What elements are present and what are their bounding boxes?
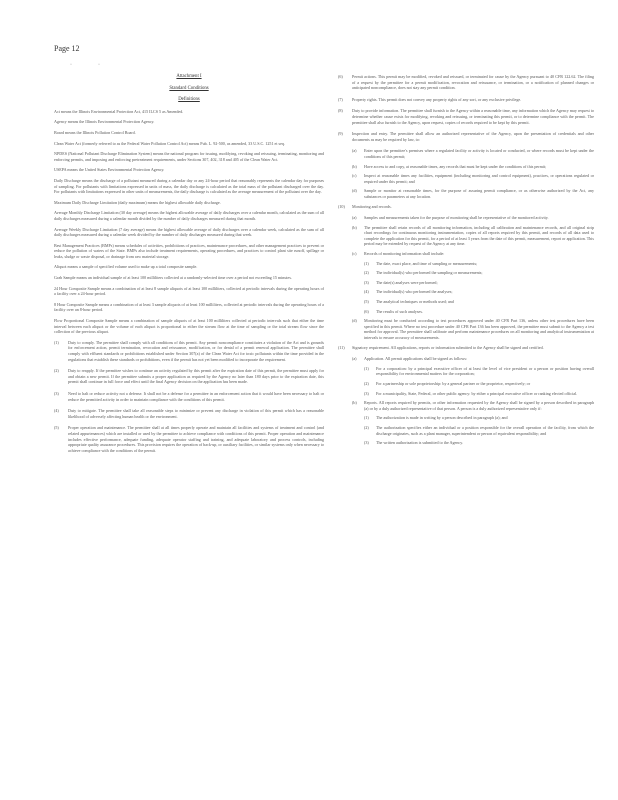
definitions-list	[54, 109, 324, 335]
definition: Act means the Illinois Environmental Protection Act, 415 ILCS 5 as Amended.	[54, 108, 184, 114]
sub-item: (a) Samples and measurements taken for the purpose of monitoring shall be representative of the monitored activity.	[352, 215, 549, 221]
condition-item: (1) Duty to comply. The permittee shall comply with all conditions of this permit. Any permit noncompliance constitutes a violation of the Act and is grounds for enforcement action, permit termination, revocation and reissuance, modification, or for denial of a permit renewal application. The permittee shall comply with effluent standards or prohibitions established under Section 307(a) of the Clean Water Act for toxic pollutants within the time provided in the regulations that establish these standards or prohibitions, even if the permit has not yet been modified to incorporate the requirement.	[54, 339, 324, 362]
definition: Best Management Practices (BMPs) means schedules of activities, prohibitions of practices, maintenance procedures, and other management practices to prevent or reduce the pollution of waters of the State. BMPs also include treatment requirements, operating procedures, and practices to control plant site runoff, spillage or leaks, sludge or waste disposal, or drainage from raw material storage.	[54, 242, 324, 259]
sub-item: (c) Inspect at reasonable times any facilities, equipment (including monitoring and control equipment), practices, or operations regulated or required under this permit; and	[352, 173, 594, 184]
sub-sub-item: (1) The authorization is made in writing by a person described in paragraph (a); and	[364, 415, 508, 421]
sub-sub-item: (6) The results of such analyses.	[364, 308, 423, 314]
definition: 8 Hour Composite Sample means a combination of at least 3 sample aliquots of at least 100 milliliters, collected at periodic intervals during the operating hours of a facility over an 8-hour period.	[54, 301, 324, 313]
definition: Average Monthly Discharge Limitation (30 day average) means the highest allowable average of daily discharges over a calendar month, calculated as the sum of all daily discharges measured during a calendar month divided by the number of daily discharges measured during that month.	[54, 210, 324, 221]
condition-item: (9) Inspection and entry. The permittee shall allow an authorized representative of the Agency, upon the presentation of credentials and other documents as may be required by law, to:	[338, 131, 594, 142]
attachment-title: Attachment I	[176, 74, 202, 79]
definition: Clean Water Act (formerly referred to as the Federal Water Pollution Control Act) means Pub. L. 92-500, as amended, 33 U.S.C. 1251 et seq.	[54, 140, 285, 146]
right-column	[338, 74, 594, 450]
sub-item: (c) Records of monitoring information shall include:	[352, 251, 445, 257]
sub-sub-item: (3) The date(s) analyses were performed;	[364, 279, 438, 285]
definitions-title: Definitions	[178, 97, 200, 103]
definition: Agency means the Illinois Environmental Protection Agency.	[54, 119, 155, 125]
definition: Maximum Daily Discharge Limitation (daily maximum) means the highest allowable daily discharge.	[54, 199, 221, 205]
conditions-left	[54, 340, 324, 454]
scan-mark: ·	[70, 62, 72, 68]
condition-item: (6) Permit actions. This permit may be modified, revoked and reissued, or terminated for cause by the Agency pursuant to 40 CFR 122.62. The filing of a request by the permittee for a permit modification, revocation and reissuance, or termination, or a notification of planned changes or anticipated noncompliance, does not stay any permit condition.	[338, 74, 594, 91]
condition-item: (7) Property rights. This permit does not convey any property rights of any sort, or any exclusive privilege.	[338, 96, 522, 102]
sub-item: (a) Application. All permit applications shall be signed as follows:	[352, 356, 468, 362]
sub-sub-item: (5) The analytical techniques or methods used; and	[364, 299, 454, 305]
sub-sub-item: (1) The date, exact place, and time of sampling or measurements;	[364, 260, 478, 266]
definition: Aliquot means a sample of specified volume used to make up a total composite sample.	[54, 264, 198, 270]
definition: NPDES (National Pollutant Discharge Elimination System) means the national program for issuing, modifying, revoking and reissuing, terminating, monitoring and enforcing permits, and imposing and enforcing pretreatment requirements, under Sections 307, 402, 318 and 405 of the Clean Water Act.	[54, 151, 324, 162]
sub-sub-item: (4) The individual(s) who performed the analyses;	[364, 289, 453, 295]
condition-item: (8) Duty to provide information. The permittee shall furnish to the Agency within a reasonable time, any information which the Agency may request to determine whether cause exists for modifying, revoking and reissuing, or terminating this permit, or to determine compliance with the permit. The permittee shall also furnish to the Agency, upon request, copies of records required to be kept by this permit.	[338, 108, 594, 125]
condition-item: (2) Duty to reapply. If the permittee wishes to continue an activity regulated by this permit after the expiration date of this permit, the permittee must apply for and obtain a new permit. If the permittee submits a proper application as required by the Agency no later than 180 days prior to the expiration date, this permit shall continue in full force and effect until the final Agency decision on the application has been made.	[54, 368, 324, 385]
definition: 24 Hour Composite Sample means a combination of at least 8 sample aliquots of at least 100 milliliters, collected at periodic intervals during the operating hours of a facility over a 24-hour period.	[54, 285, 324, 297]
sub-item: (b) Have access to and copy, at reasonable times, any records that must be kept under the conditions of this permit;	[352, 163, 547, 169]
page-label: Page 12	[54, 44, 80, 53]
definition: USEPA means the United States Environmental Protection Agency.	[54, 167, 165, 173]
sub-sub-item: (1) For a corporation: by a principal executive officer of at least the level of vice president or a person or position having overall responsibility for environmental matters for the corporation;	[364, 365, 594, 377]
sub-sub-item: (3) The written authorization is submitted to the Agency.	[364, 440, 464, 446]
sub-item: (d) Monitoring must be conducted according to test procedures approved under 40 CFR Part 136, unless other test procedures have been specified in this permit. Where no test procedure under 40 CFR Part 136 has been approved, the permittee must submit to the Agency a test method for approval. The permittee shall calibrate and perform maintenance procedures on all monitoring and analytical instrumentation at intervals to ensure accuracy of measurements.	[352, 318, 594, 340]
condition-item: (4) Duty to mitigate. The permittee shall take all reasonable steps to minimize or prevent any discharge in violation of this permit which has a reasonable likelihood of adversely affecting human health or the environment.	[54, 408, 324, 419]
sub-sub-item: (2) The authorization specifies either an individual or a position responsible for the overall operation of the facility, from which the discharge originates, such as a plant manager, superintendent or person of equivalent responsibility; and	[364, 424, 594, 436]
scan-mark: ·	[98, 62, 100, 68]
definition: Daily Discharge means the discharge of a pollutant measured during a calendar day or any 24-hour period that reasonably represents the calendar day for purposes of sampling. For pollutants with limitations expressed in units of mass, the daily discharge is calculated as the total mass of the pollutant discharged over the day. For pollutants with limitations expressed in other units of measurements, the daily discharge is calculated as the average measurement of the pollutant over the day.	[54, 177, 324, 195]
sub-sub-item: (2) For a partnership or sole proprietorship: by a general partner or the proprietor, respectively; or	[364, 380, 531, 386]
condition-item: (10) Monitoring and records.	[338, 203, 392, 209]
sub-sub-item: (2) The individual(s) who performed the sampling or measurements;	[364, 270, 483, 276]
sub-item: (b) Reports. All reports required by permits, or other information requested by the Agency shall be signed by a person described in paragraph (a) or by a duly authorized representative of that person. A person is a duly authorized representative only if:	[352, 400, 594, 411]
condition-item: (5) Proper operation and maintenance. The permittee shall at all times properly operate and maintain all facilities and systems of treatment and control (and related appurtenances) which are installed or used by the permittee to achieve compliance with conditions of this permit. Proper operation and maintenance includes effective performance, adequate funding, adequate operator staffing and training, and adequate laboratory and process controls, including appropriate quality assurance procedures. This provision requires the operation of back-up, or auxiliary facilities, or similar systems only when necessary to achieve compliance with the conditions of the permit.	[54, 425, 324, 453]
condition-item: (3) Need to halt or reduce activity not a defense. It shall not be a defense for a permittee in an enforcement action that it would have been necessary to halt or reduce the permitted activity in order to maintain compliance with the conditions of this permit.	[54, 390, 324, 402]
sub-item: (b) The permittee shall retain records of all monitoring information, including all calibration and maintenance records, and all original strip chart recordings for continuous monitoring instrumentation, copies of all reports required by this permit, and records of all data used to complete the application for this permit, for a period of at least 3 years from the date of this permit, measurement, report or application. This period may be extended by request of the Agency at any time.	[352, 224, 595, 247]
definition: Board means the Illinois Pollution Control Board.	[54, 129, 136, 135]
definition: Flow Proportional Composite Sample means a combination of sample aliquots of at least 100 milliliters collected at periodic intervals such that either the time interval between each aliquot or the volume of each aliquot is proportional to either the stream flow at the time of sampling or the total stream flow since the collection of the previous aliquot.	[54, 318, 324, 335]
definition: Average Weekly Discharge Limitation (7 day average) means the highest allowable average of daily discharges over a calendar week, calculated as the sum of all daily discharges measured during a calendar week divided by the number of daily discharges measured during that week.	[54, 226, 324, 238]
definition: Grab Sample means an individual sample of at least 100 milliliters collected at a randomly-selected time over a period not exceeding 15 minutes.	[54, 275, 292, 281]
conditions-title: Standard Conditions	[169, 85, 209, 91]
left-column	[54, 74, 324, 459]
condition-item: (11) Signatory requirement. All applications, reports or information submitted to the Agency shall be signed and certified.	[338, 344, 544, 350]
sub-item: (d) Sample or monitor at reasonable times, for the purpose of assuring permit compliance, or as otherwise authorized by the Act, any substances or parameters at any location.	[352, 188, 594, 199]
sub-sub-item: (3) For a municipality, State, Federal, or other public agency: by either a principal executive officer or ranking elected official.	[364, 390, 578, 396]
sub-item: (a) Enter upon the permittee's premises where a regulated facility or activity is located or conducted, or where records must be kept under the conditions of this permit;	[352, 148, 594, 159]
